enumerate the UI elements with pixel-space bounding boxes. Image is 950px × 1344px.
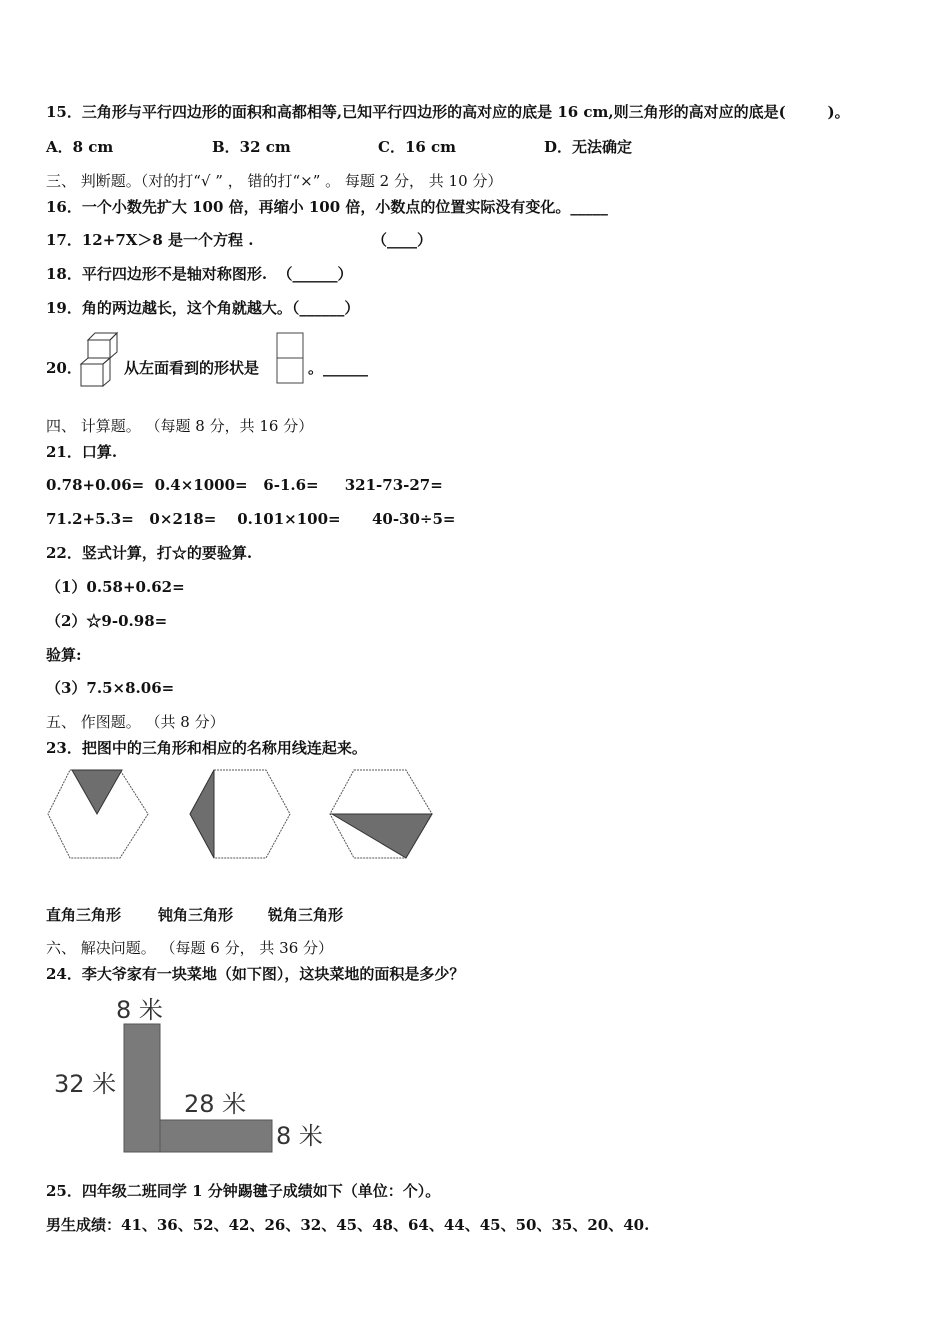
- question-21: 21．口算.: [46, 443, 118, 461]
- hexagon-triangles-figure: [40, 762, 440, 866]
- question-17: 17．12+7X＞8 是一个方程 .: [46, 231, 254, 249]
- side-view-figure: [276, 332, 306, 386]
- option-a: A．8 cm: [46, 138, 114, 156]
- option-b: B．32 cm: [212, 138, 291, 156]
- section-3-title: 三、 判断题。（对的打“√ ” ， 错的打“×” 。 每题 2 分， 共 10 分）: [46, 172, 503, 190]
- label-mid-length: 28 米: [184, 1090, 247, 1118]
- question-25-data: 男生成绩：41、36、52、42、26、32、45、48、64、44、45、50、35、20、40.: [46, 1216, 650, 1234]
- vegetable-plot-figure: [50, 992, 350, 1160]
- question-24: 24．李大爷家有一块菜地（如下图），这块菜地的面积是多少？: [46, 965, 465, 983]
- question-21-row-1: 0.78+0.06= 0.4×1000= 6-1.6= 321-73-27=: [46, 476, 443, 494]
- question-22-part-3: （3）7.5×8.06=: [46, 679, 175, 697]
- question-18: 18．平行四边形不是轴对称图形. （______）: [46, 265, 353, 283]
- section-5-title: 五、 作图题。 （共 8 分）: [46, 713, 225, 731]
- section-6-title: 六、 解决问题。 （每题 6 分， 共 36 分）: [46, 939, 334, 957]
- l-shape-plot: [124, 1024, 272, 1152]
- question-22-check: 验算:: [46, 646, 82, 664]
- section-4-title: 四、 计算题。 （每题 8 分，共 16 分）: [46, 417, 314, 435]
- option-c: C．16 cm: [378, 138, 457, 156]
- question-22-part-2: （2）☆9-0.98=: [46, 612, 168, 630]
- label-left-height: 32 米: [54, 1070, 117, 1098]
- question-15: 15．三角形与平行四边形的面积和高都相等,已知平行四边形的高对应的底是 16 cm,则三角形的高对应的底是( )。: [46, 103, 850, 121]
- question-19: 19．角的两边越长，这个角就越大。（______）: [46, 299, 360, 317]
- option-d: D．无法确定: [544, 138, 633, 156]
- question-21-row-2: 71.2+5.3= 0×218= 0.101×100= 40-30÷5=: [46, 510, 456, 528]
- question-16: 16．一个小数先扩大 100 倍，再缩小 100 倍，小数点的位置实际没有变化。_____: [46, 198, 608, 216]
- question-25: 25．四年级二班同学 1 分钟踢毽子成绩如下（单位：个）。: [46, 1182, 441, 1200]
- stacked-cubes-figure: [78, 328, 122, 390]
- question-20-tail: 。______: [308, 359, 369, 377]
- hexagon-2-triangle: [190, 770, 214, 858]
- question-17-blank: （____）: [372, 231, 433, 249]
- question-22: 22．竖式计算，打☆的要验算.: [46, 544, 253, 562]
- label-top-width: 8 米: [116, 996, 163, 1024]
- question-20-text: 从左面看到的形状是: [124, 359, 260, 377]
- label-right-height: 8 米: [276, 1122, 323, 1150]
- question-22-part-1: （1）0.58+0.62=: [46, 578, 185, 596]
- question-23: 23．把图中的三角形和相应的名称用线连起来。: [46, 739, 367, 757]
- question-20-number: 20．: [46, 359, 82, 377]
- label-acute-triangle: 锐角三角形: [268, 906, 344, 924]
- label-right-triangle: 直角三角形: [46, 906, 122, 924]
- label-obtuse-triangle: 钝角三角形: [158, 906, 234, 924]
